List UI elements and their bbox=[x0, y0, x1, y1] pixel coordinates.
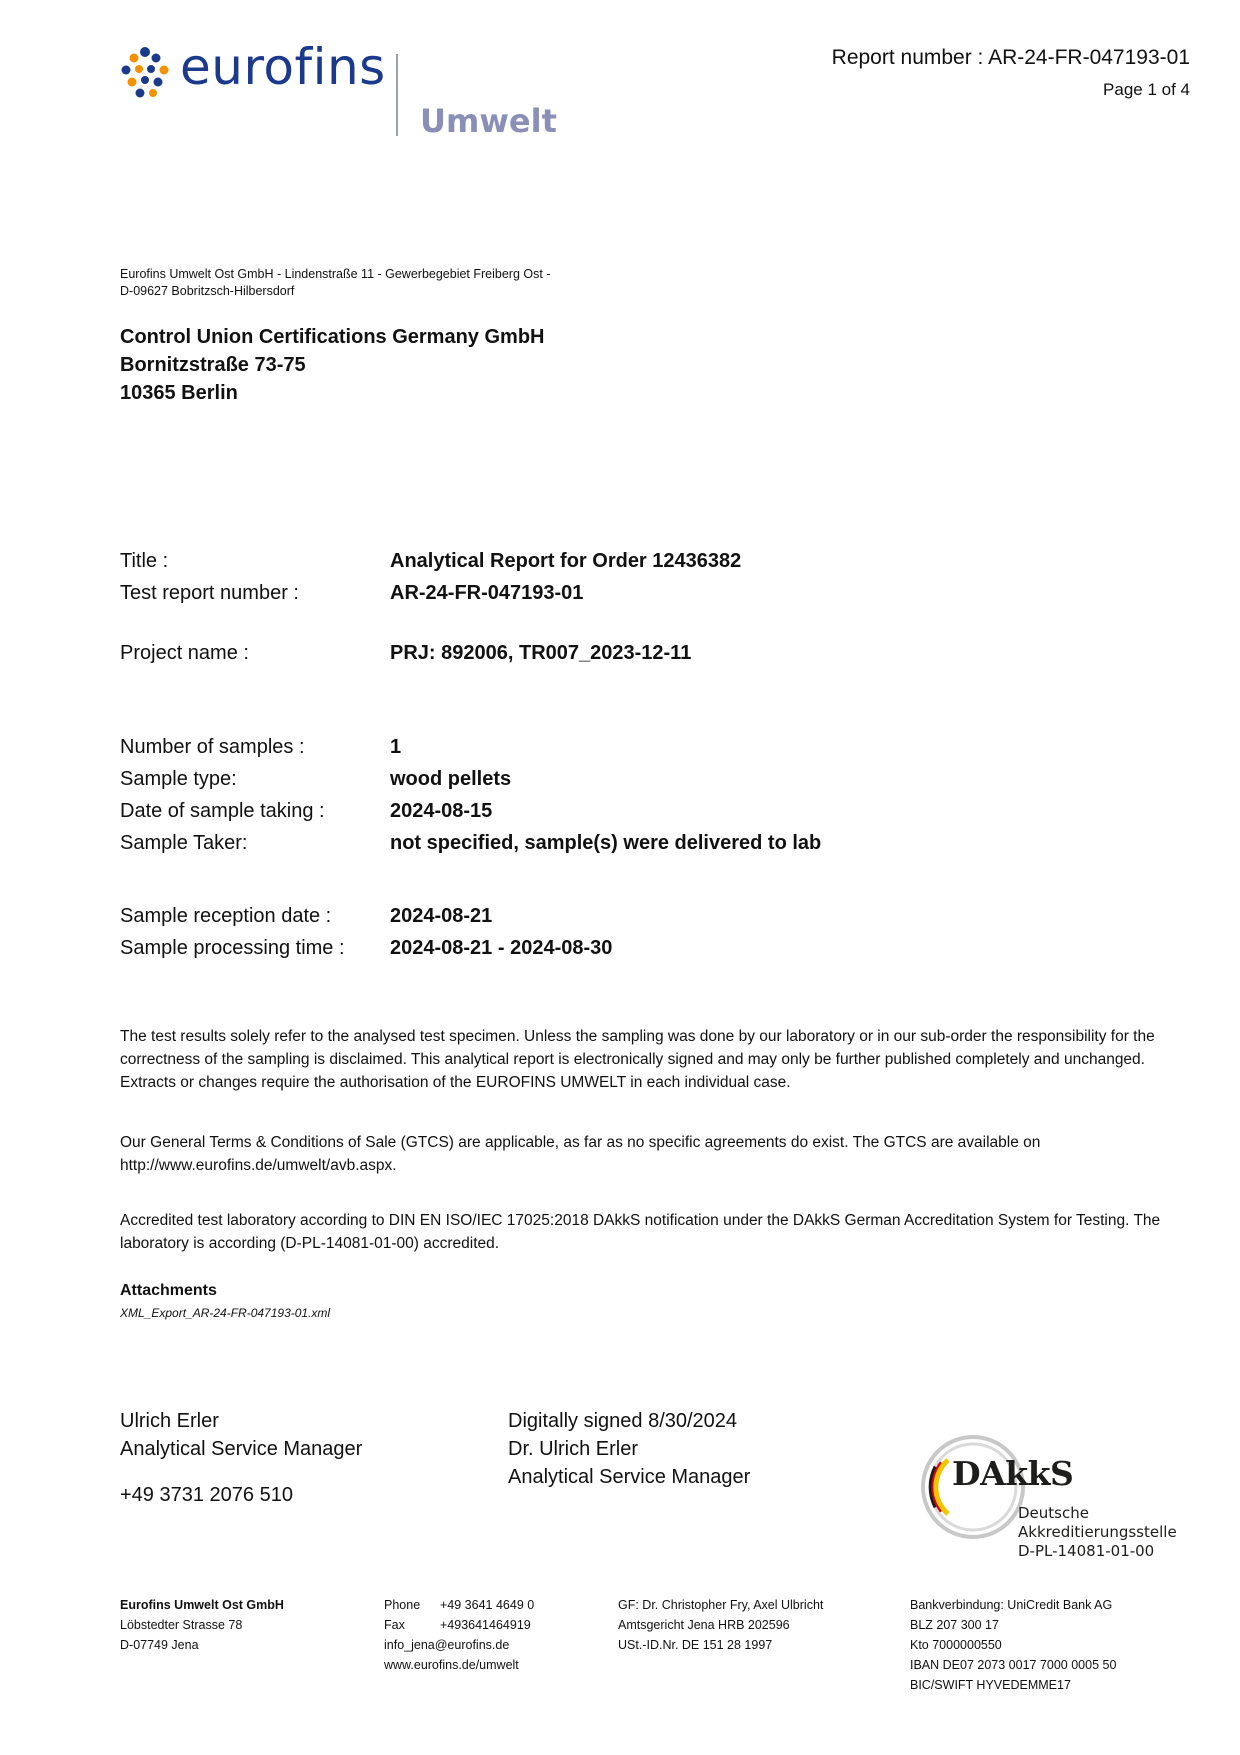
info-value: wood pellets bbox=[390, 768, 512, 790]
report-number: Report number : AR-24-FR-047193-01 bbox=[831, 46, 1190, 69]
recipient-street: Bornitzstraße 73-75 bbox=[120, 354, 306, 376]
footer-legal bbox=[618, 1595, 823, 1655]
logo-wordmark: eurofins bbox=[180, 38, 386, 96]
contact-phone: +49 3731 2076 510 bbox=[120, 1484, 293, 1506]
footer-phone-label: Phone bbox=[384, 1598, 421, 1612]
dakks-line: Deutsche bbox=[1018, 1504, 1089, 1522]
signature-date: Digitally signed 8/30/2024 bbox=[508, 1410, 738, 1432]
footer-blz: BLZ 207 300 17 bbox=[910, 1618, 999, 1632]
info-value: 2024-08-15 bbox=[390, 800, 493, 822]
dakks-line: D-PL-14081-01-00 bbox=[1018, 1542, 1155, 1560]
info-value: PRJ: 892006, TR007_2023-12-11 bbox=[390, 642, 692, 664]
info-value: Analytical Report for Order 12436382 bbox=[390, 550, 742, 572]
gtcs-paragraph: Our General Terms & Conditions of Sale (GTCS) are applicable, as far as no specific agreements do exist. The GTCS are available on http://www.eurofins.de/umwelt/avb.aspx. bbox=[120, 1134, 1041, 1174]
info-value: not specified, sample(s) were delivered to lab bbox=[390, 832, 822, 854]
info-label: Date of sample taking : bbox=[120, 800, 325, 822]
footer-account: Kto 7000000550 bbox=[910, 1638, 1002, 1652]
page-indicator: Page 1 of 4 bbox=[1103, 80, 1190, 99]
eurofins-logo bbox=[118, 38, 557, 144]
info-label: Sample reception date : bbox=[120, 905, 332, 927]
recipient-city: 10365 Berlin bbox=[120, 382, 238, 404]
footer-street: Löbstedter Strasse 78 bbox=[120, 1618, 243, 1632]
footer-email[interactable]: info_jena@eurofins.de bbox=[384, 1638, 510, 1652]
info-label: Sample Taker: bbox=[120, 832, 248, 854]
footer-vat-id: USt.-ID.Nr. DE 151 28 1997 bbox=[618, 1638, 773, 1652]
footer-company-name: Eurofins Umwelt Ost GmbH bbox=[120, 1598, 284, 1612]
footer-bic: BIC/SWIFT HYVEDEMME17 bbox=[910, 1678, 1071, 1692]
dakks-line: Akkreditierungsstelle bbox=[1018, 1523, 1177, 1541]
sender-address bbox=[120, 266, 590, 300]
attachments-heading: Attachments bbox=[120, 1282, 217, 1299]
footer-phone-row bbox=[384, 1595, 534, 1615]
attachment-file[interactable]: XML_Export_AR-24-FR-047193-01.xml bbox=[120, 1306, 331, 1320]
sender-line: D-09627 Bobritzsch-Hilbersdorf bbox=[120, 284, 295, 298]
info-value: 2024-08-21 bbox=[390, 905, 493, 927]
footer-bank bbox=[910, 1595, 1116, 1695]
footer-fax-row bbox=[384, 1615, 534, 1635]
info-label: Project name : bbox=[120, 642, 249, 664]
signer-role: Analytical Service Manager bbox=[508, 1466, 751, 1488]
info-label: Test report number : bbox=[120, 582, 299, 604]
footer-iban: IBAN DE07 2073 0017 7000 0005 50 bbox=[910, 1658, 1117, 1672]
sender-line: Eurofins Umwelt Ost GmbH - Lindenstraße 11 - Gewerbegebiet Freiberg Ost - bbox=[120, 267, 551, 281]
signer-name: Dr. Ulrich Erler bbox=[508, 1438, 639, 1460]
footer-city: D-07749 Jena bbox=[120, 1638, 199, 1652]
disclaimer-paragraph: The test results solely refer to the analysed test specimen. Unless the sampling was done by our laboratory or in our sub-order the responsibility for the correctness of the sampling is disclaimed. This analytical report is electronically signed and may only be further published completely and unchanged. Extracts or changes require the authorisation of the EUROFINS UMWELT in each individual case. bbox=[120, 1028, 1155, 1091]
footer-court-register: Amtsgericht Jena HRB 202596 bbox=[618, 1618, 790, 1632]
footer-managing-directors: GF: Dr. Christopher Fry, Axel Ulbricht bbox=[618, 1598, 824, 1612]
info-label: Number of samples : bbox=[120, 736, 305, 758]
footer-fax: +493641464919 bbox=[440, 1618, 531, 1632]
contact-role: Analytical Service Manager bbox=[120, 1438, 363, 1460]
dakks-wordmark: DAkkS bbox=[952, 1454, 1074, 1493]
dakks-accreditation-mark bbox=[918, 1432, 1178, 1562]
info-value: 2024-08-21 - 2024-08-30 bbox=[390, 937, 613, 959]
info-value: AR-24-FR-047193-01 bbox=[390, 582, 584, 604]
footer-phone[interactable]: +49 3641 4649 0 bbox=[440, 1598, 535, 1612]
footer-company bbox=[120, 1595, 284, 1655]
eurofins-logo-icon bbox=[118, 46, 172, 100]
digital-signature bbox=[508, 1407, 750, 1491]
footer-website[interactable]: www.eurofins.de/umwelt bbox=[384, 1658, 519, 1672]
info-value: 1 bbox=[390, 736, 402, 758]
info-label: Sample processing time : bbox=[120, 937, 345, 959]
accreditation-paragraph: Accredited test laboratory according to DIN EN ISO/IEC 17025:2018 DAkkS notification under the DAkkS German Accreditation System for Testing. The laboratory is according (D-PL-14081-01-00) accredited. bbox=[120, 1212, 1161, 1252]
footer-bank-name: Bankverbindung: UniCredit Bank AG bbox=[910, 1598, 1113, 1612]
contact-name: Ulrich Erler bbox=[120, 1410, 219, 1432]
footer-fax-label: Fax bbox=[384, 1618, 405, 1632]
logo-divider bbox=[396, 54, 398, 136]
info-label: Sample type: bbox=[120, 768, 237, 790]
logo-subtitle: Umwelt bbox=[420, 102, 557, 140]
recipient-name: Control Union Certifications Germany GmbH bbox=[120, 326, 545, 348]
recipient-address bbox=[120, 323, 544, 407]
info-label: Title : bbox=[120, 550, 169, 572]
contact-person bbox=[120, 1407, 362, 1463]
footer-contact bbox=[384, 1595, 534, 1675]
